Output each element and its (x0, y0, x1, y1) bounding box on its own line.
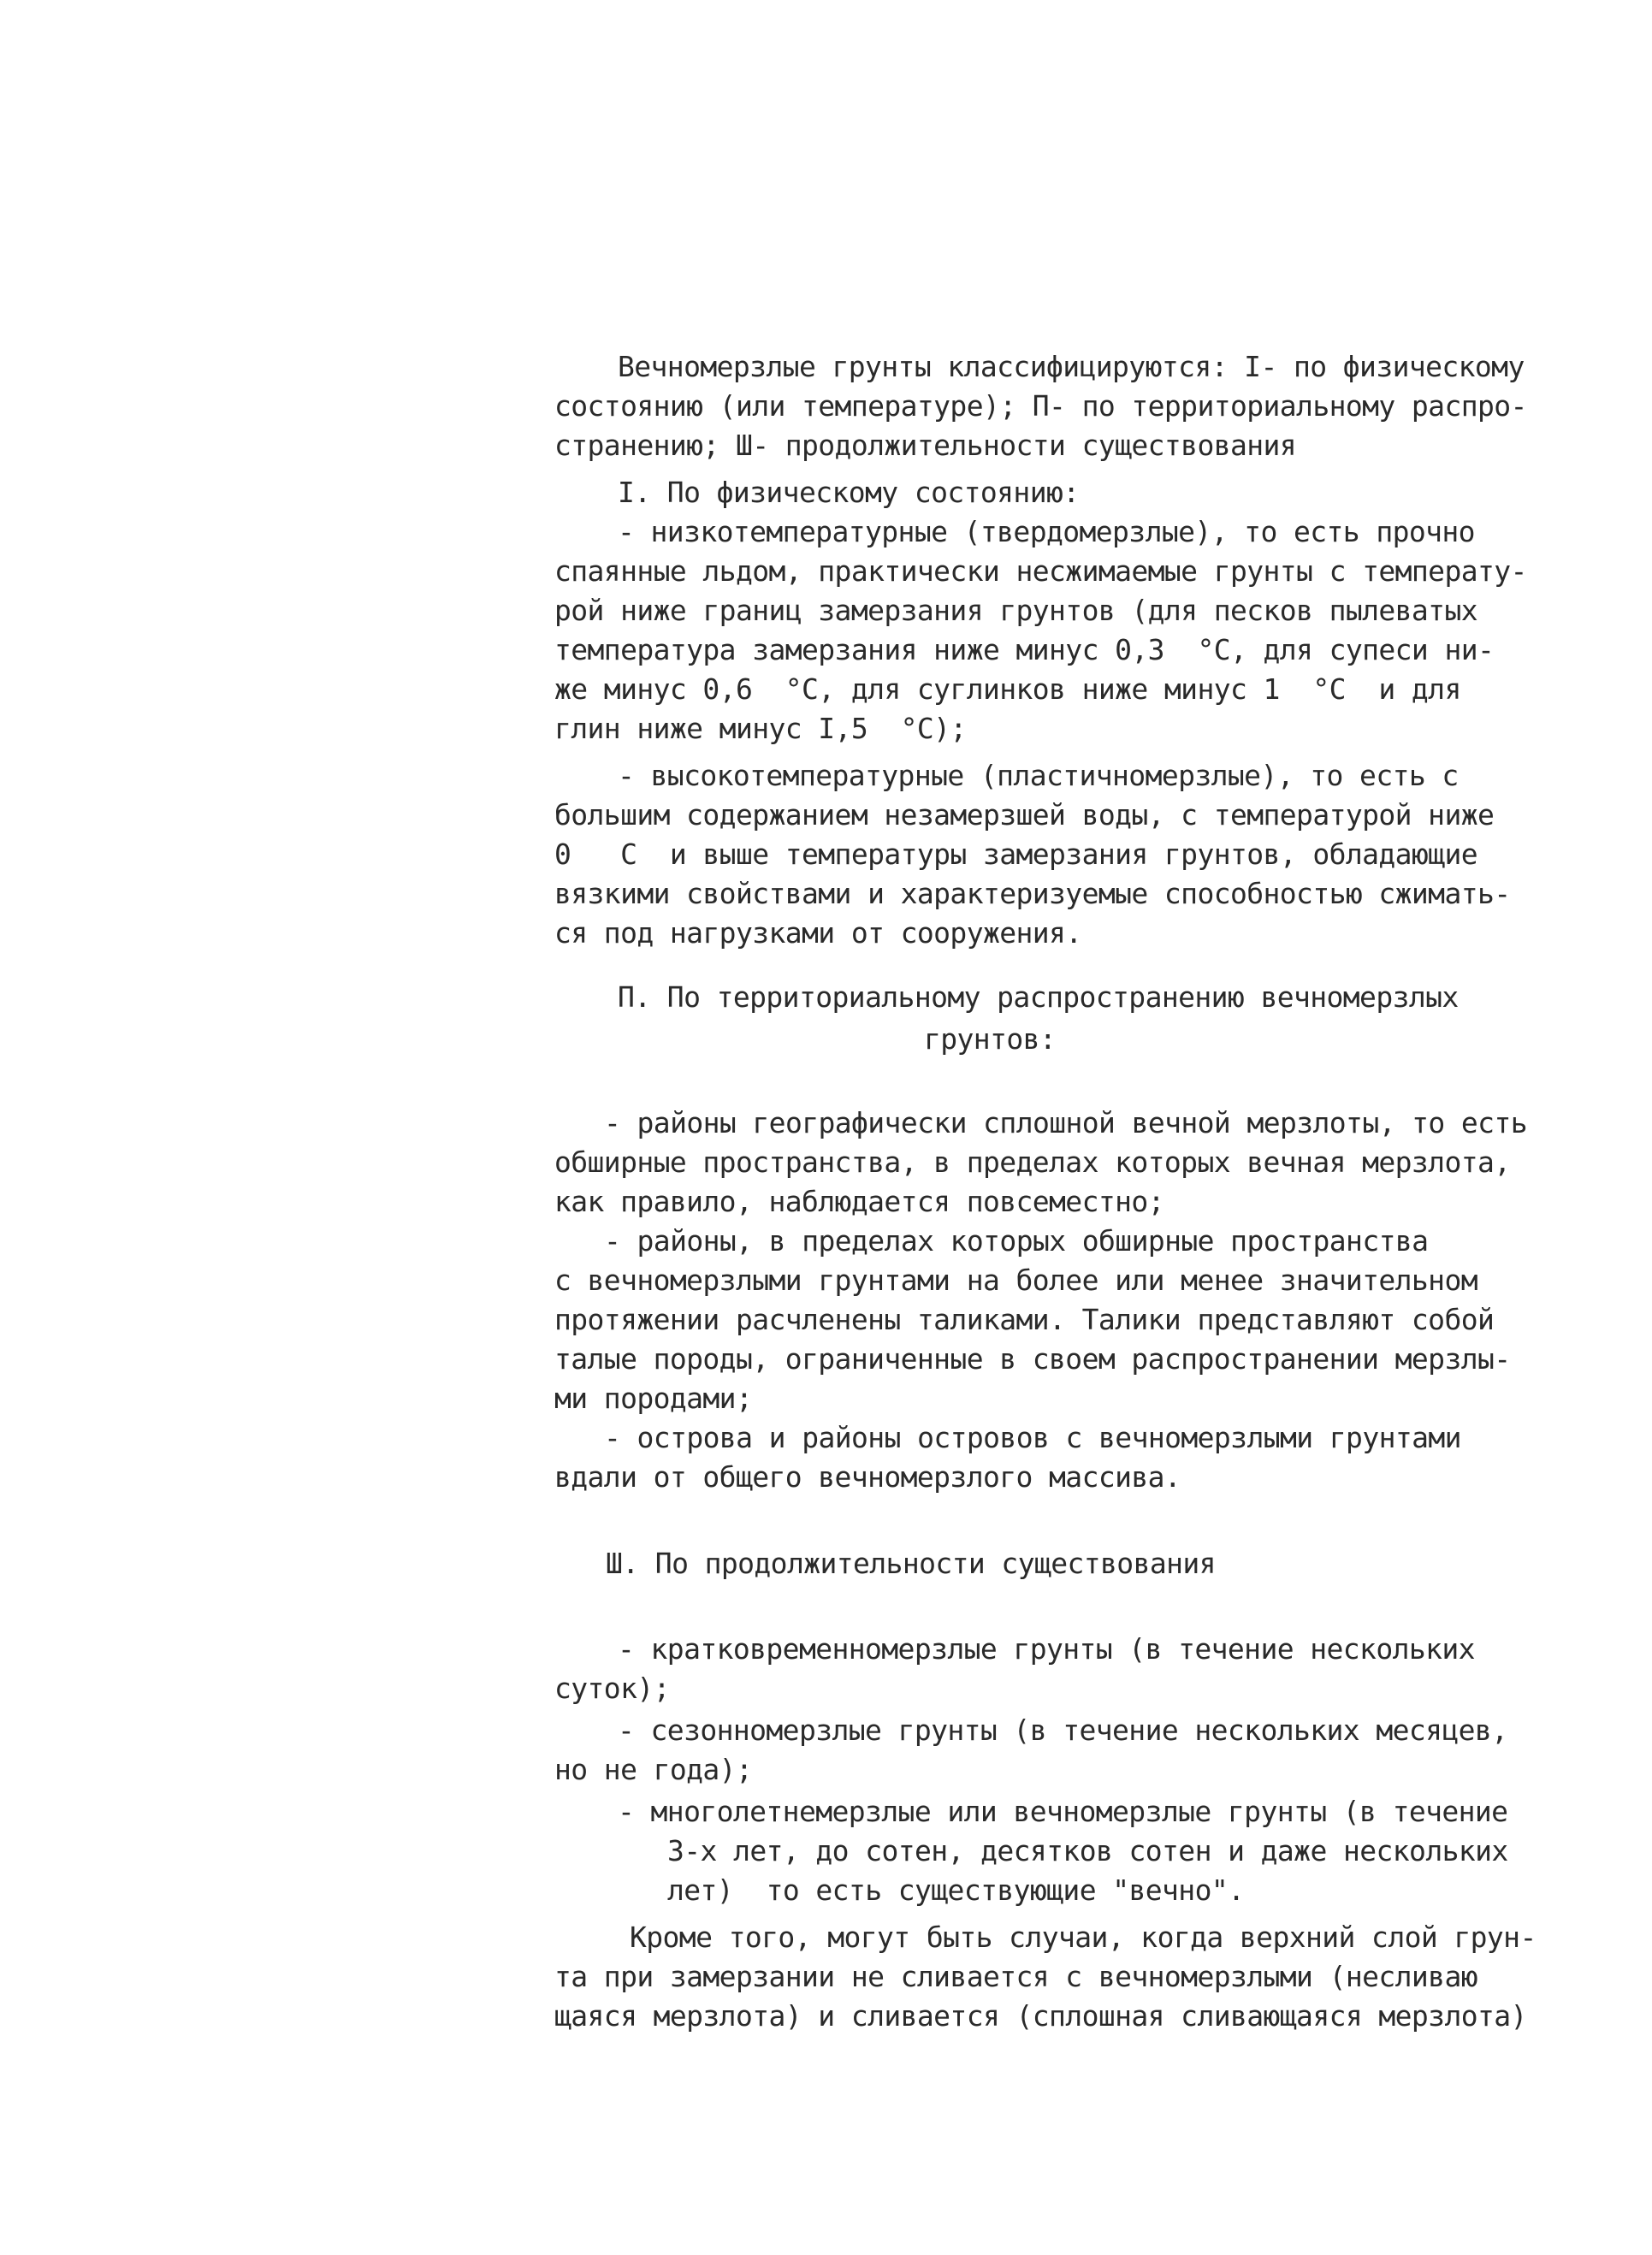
text-line: - низкотемпературные (твердомерзлые), то есть прочно (618, 515, 1475, 548)
section-heading: I. По физическому состоянию: (618, 476, 1080, 509)
text-line: глин ниже минус I,5 °С); (554, 712, 967, 745)
text-line: талые породы, ограниченные в своем распространении мерзлы- (554, 1342, 1511, 1376)
text-line: странению; Ш- продолжительности существования (554, 429, 1297, 462)
text-line: - районы, в пределах которых обширные пространства (604, 1224, 1429, 1258)
text-line: вязкими свойствами и характеризуемые способностью сжимать- (554, 877, 1511, 910)
text-line: рой ниже границ замерзания грунтов (для песков пылеватых (554, 594, 1477, 627)
text-line: протяжении расчленены таликами. Талики представляют собой (554, 1303, 1495, 1336)
text-line: Кроме того, могут быть случаи, когда верхний слой грун- (630, 1921, 1537, 1954)
text-line: Вечномерзлые грунты классифицируются: I- по физическому (618, 350, 1525, 383)
text-line: спаянные льдом, практически несжимаемые грунты с температу- (554, 554, 1527, 588)
text-line: ся под нагрузками от сооружения. (554, 916, 1082, 950)
section-heading: П. По территориальному распространению вечномерзлых (618, 980, 1459, 1014)
scan-margin (0, 0, 1, 1)
text-line: - кратковременномерзлые грунты (в течение нескольких (618, 1632, 1475, 1666)
text-line: состоянию (или температуре); П- по территориальному распро- (554, 389, 1527, 423)
text-line: - сезонномерзлые грунты (в течение нескольких месяцев, (618, 1713, 1508, 1747)
text-line: обширные пространства, в пределах которых вечная мерзлота, (554, 1145, 1511, 1179)
text-line: ми породами; (554, 1382, 753, 1415)
text-line: лет) то есть существующие "вечно". (667, 1873, 1245, 1907)
section-heading: Ш. По продолжительности существования (606, 1547, 1216, 1580)
text-line: вдали от общего вечномерзлого массива. (554, 1460, 1181, 1494)
section-heading-continued: грунтов: (924, 1022, 1057, 1056)
text-line: щаяся мерзлота) и сливается (сплошная сливающаяся мерзлота) (554, 1999, 1527, 2033)
text-line: - районы географически сплошной вечной мерзлоты, то есть (604, 1106, 1527, 1139)
text-line: - острова и районы островов с вечномерзлыми грунтами (604, 1421, 1461, 1454)
text-line: температура замерзания ниже минус 0,3 °С, для супеси ни- (554, 633, 1495, 666)
text-line: 3-х лет, до сотен, десятков сотен и даже нескольких (667, 1834, 1508, 1867)
text-line: 0 С и выше температуры замерзания грунтов, обладающие (554, 837, 1477, 871)
text-line: та при замерзании не сливается с вечномерзлыми (несливаю (554, 1960, 1477, 1993)
text-line: же минус 0,6 °С, для суглинков ниже минус 1 °С и для (554, 672, 1461, 706)
text-line: суток); (554, 1672, 670, 1705)
text-line: - многолетнемерзлые или вечномерзлые грунты (в течение (618, 1795, 1508, 1828)
text-line: большим содержанием незамерзшей воды, с температурой ниже (554, 798, 1495, 832)
text-line: с вечномерзлыми грунтами на более или менее значительном (554, 1264, 1477, 1297)
text-line: но не года); (554, 1753, 753, 1786)
text-line: - высокотемпературные (пластичномерзлые), то есть с (618, 759, 1459, 792)
text-line: как правило, наблюдается повсеместно; (554, 1185, 1164, 1218)
